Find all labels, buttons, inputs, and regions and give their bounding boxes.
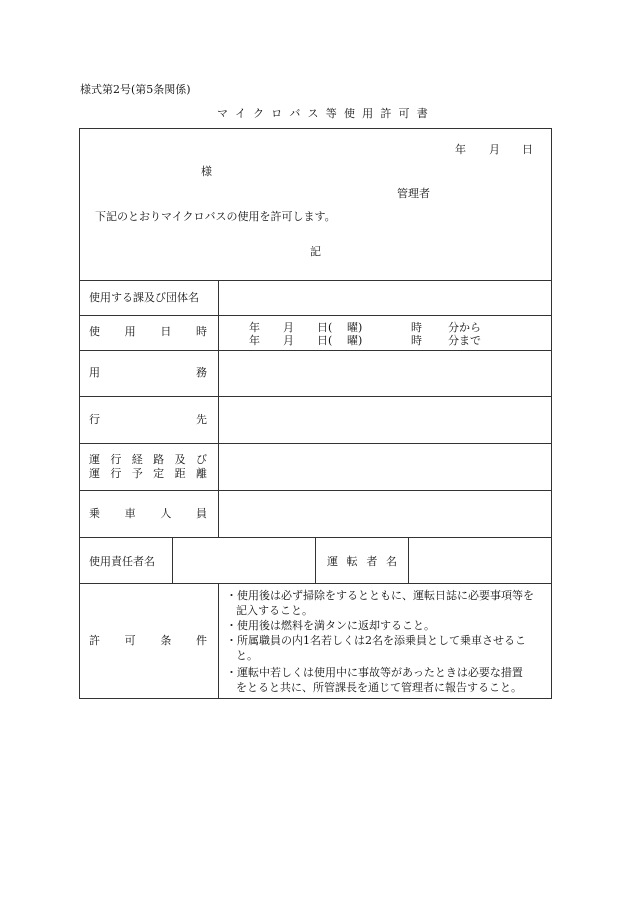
permission-statement: 下記のとおりマイクロバスの使用を許可します。 [95,210,336,223]
condition-item: ・使用後は燃料を満タンに返却すること。 [226,619,435,632]
condition-item: ・運転中若しくは使用中に事故等があったときは必要な措置 をとると共に、所管課長を通じて管理者に報告すること。 [226,666,523,694]
document-title: マイクロバス等使用許可書 [217,107,435,120]
issuer-label: 管理者 [397,187,430,200]
responsible-person-label: 使用責任者名 [89,555,155,568]
addressee-suffix: 様 [201,165,212,178]
date-month-label: 月 [489,143,500,156]
condition-item: ・所属職員の内1名若しくは2名を添乗員として乗車させるこ と。 [226,634,526,662]
driver-label: 運 転 者 名 [327,555,397,568]
date-day-label: 日 [522,143,533,156]
form-code: 様式第2号(第5条関係) [80,83,191,96]
passengers-label: 乗 車 人 員 [89,507,207,520]
conditions-label: 許 可 条 件 [89,634,207,647]
department-label: 使用する課及び団体名 [89,291,199,304]
destination-label: 行 先 [89,413,207,426]
date-year-label: 年 [455,143,466,156]
route-label: 運 行 経 路 及 び [89,453,207,466]
distance-label: 運 行 予 定 距 離 [89,467,207,480]
purpose-label: 用 務 [89,366,207,379]
ki-label: 記 [310,245,321,258]
usage-datetime-label: 使 用 日 時 [89,325,207,338]
condition-item: ・使用後は必ず掃除をするとともに、運転日誌に必要事項等を 記入すること。 [226,589,534,617]
